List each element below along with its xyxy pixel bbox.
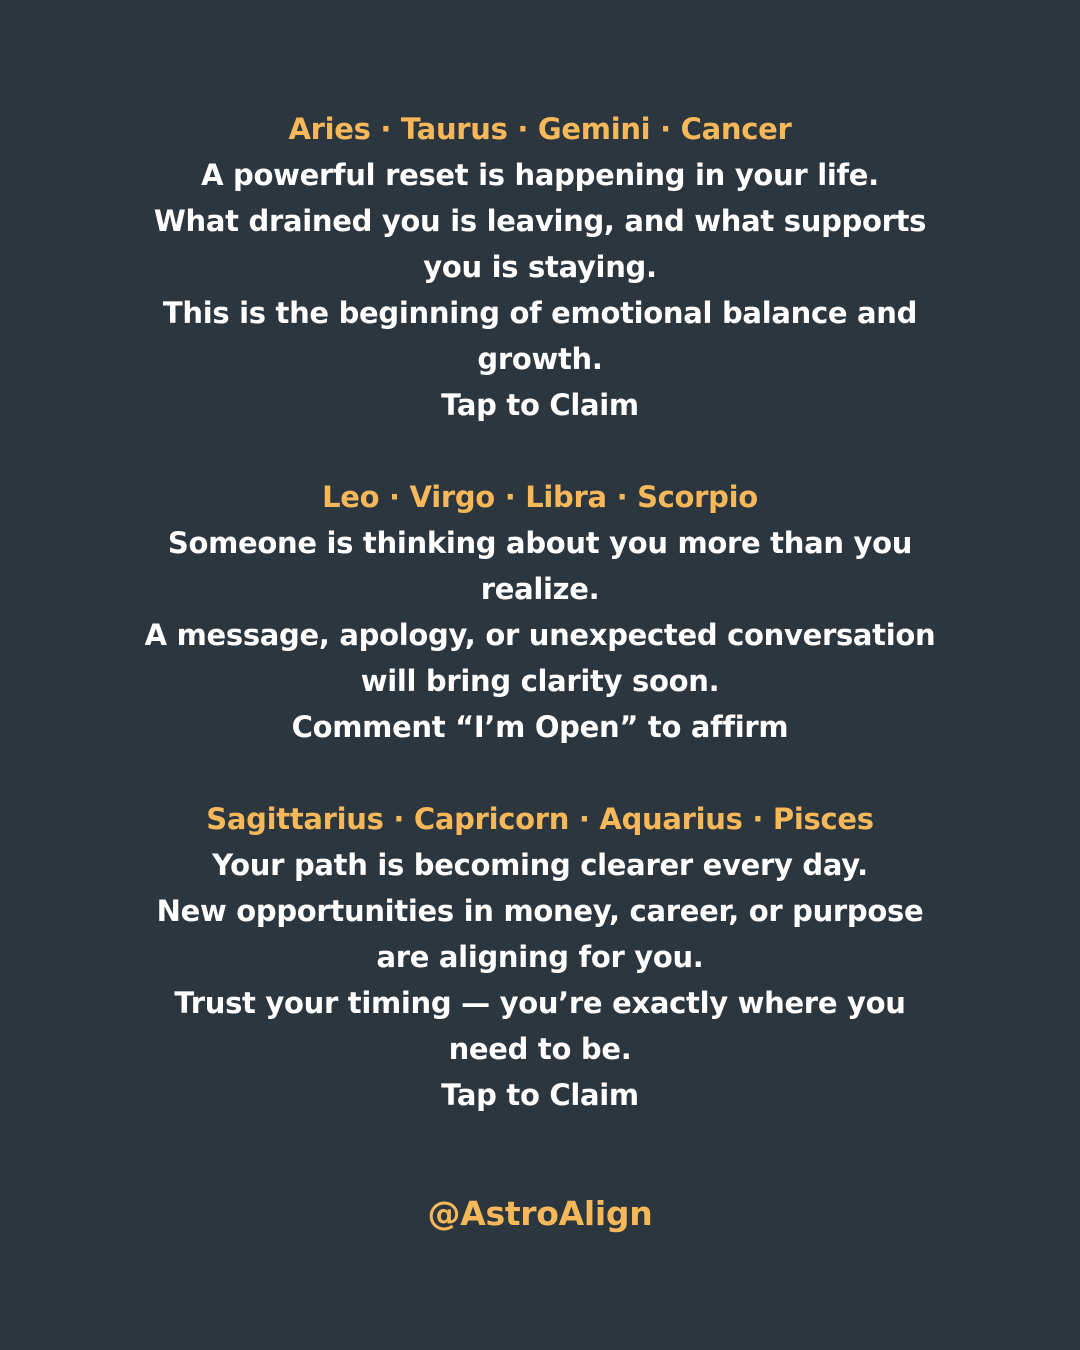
section-leo-virgo-libra-scorpio — [130, 474, 950, 750]
section-text-line: New opportunities in money, career, or purpose are aligning for you. — [156, 894, 924, 974]
section-heading: Aries · Taurus · Gemini · Cancer — [288, 112, 792, 146]
tap-to-claim-link[interactable]: Tap to Claim — [441, 388, 639, 422]
tap-to-claim-link[interactable]: Tap to Claim — [441, 1078, 639, 1112]
comment-affirm-prompt[interactable]: Comment “I’m Open” to affirm — [291, 710, 789, 744]
section-text-line: A message, apology, or unexpected conversation will bring clarity soon. — [144, 618, 936, 698]
section-text-line: A powerful reset is happening in your life. — [201, 158, 879, 192]
section-heading: Leo · Virgo · Libra · Scorpio — [322, 480, 758, 514]
section-sagittarius-capricorn-aquarius-pisces — [130, 796, 950, 1118]
section-heading: Sagittarius · Capricorn · Aquarius · Pisces — [206, 802, 874, 836]
section-text-line: Trust your timing — you’re exactly where you need to be. — [174, 986, 906, 1066]
section-fire-earth-air-water-1 — [130, 106, 950, 428]
section-text-line: What drained you is leaving, and what supports you is staying. — [153, 204, 927, 284]
section-text-line: This is the beginning of emotional balance and growth. — [162, 296, 918, 376]
account-handle[interactable]: @AstroAlign — [427, 1194, 653, 1233]
section-text-line: Your path is becoming clearer every day. — [212, 848, 868, 882]
section-text-line: Someone is thinking about you more than you realize. — [167, 526, 913, 606]
